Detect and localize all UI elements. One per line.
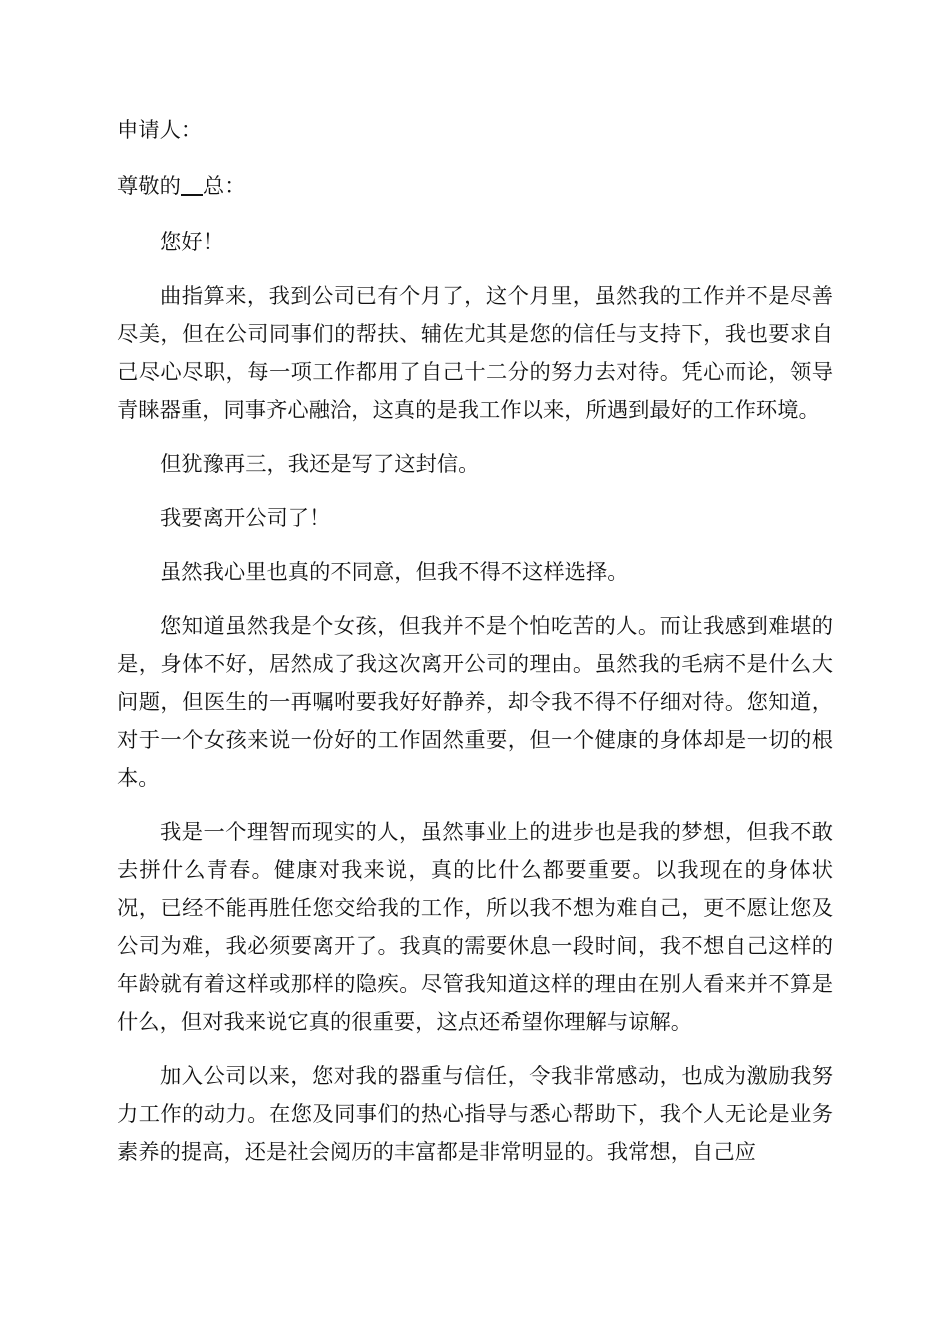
greeting: 您好！ bbox=[160, 230, 224, 255]
paragraph: 您知道虽然我是个女孩，但我并不是个怕吃苦的人。而让我感到难堪的是，身体不好，居然成了我这次离开公司的理由。虽然我的毛病不是什么大问题，但医生的一再嘱咐要我好好静养，却令我不得不仔细对待。您知道，对于一个女孩来说一份好的工作固然重要，但一个健康的身体却是一切的根本。 bbox=[117, 614, 833, 791]
paragraph: 加入公司以来，您对我的器重与信任，令我非常感动，也成为激励我努力工作的动力。在您及同事们的热心指导与悉心帮助下，我个人无论是业务素养的提高，还是社会阅历的丰富都是非常明显的。我常想，自己应 bbox=[117, 1064, 833, 1165]
name-blank bbox=[181, 174, 203, 196]
salutation-suffix: 总： bbox=[202, 174, 246, 199]
paragraph: 虽然我心里也真的不同意，但我不得不这样选择。 bbox=[160, 560, 629, 585]
paragraph: 曲指算来，我到公司已有个月了，这个月里，虽然我的工作并不是尽善尽美，但在公司同事们的帮扶、辅佐尤其是您的信任与支持下，我也要求自己尽心尽职，每一项工作都用了自己十二分的努力去对待。凭心而论，领导青睐器重，同事齐心融洽，这真的是我工作以来，所遇到最好的工作环境。 bbox=[117, 284, 833, 423]
salutation bbox=[117, 168, 833, 206]
letter-body bbox=[117, 112, 833, 1172]
paragraph: 我要离开公司了！ bbox=[160, 506, 331, 531]
applicant-label: 申请人： bbox=[117, 118, 203, 143]
paragraph: 我是一个理智而现实的人，虽然事业上的进步也是我的梦想，但我不敢去拼什么青春。健康对我来说，真的比什么都要重要。以我现在的身体状况，已经不能再胜任您交给我的工作，所以我不想为难自己，更不愿让您及公司为难，我必须要离开了。我真的需要休息一段时间，我不想自己这样的年龄就有着这样或那样的隐疾。尽管我知道这样的理由在别人看来并不算是什么，但对我来说它真的很重要，这点还希望你理解与谅解。 bbox=[117, 820, 833, 1035]
salutation-prefix: 尊敬的 bbox=[117, 174, 181, 199]
paragraph: 但犹豫再三，我还是写了这封信。 bbox=[160, 452, 480, 477]
